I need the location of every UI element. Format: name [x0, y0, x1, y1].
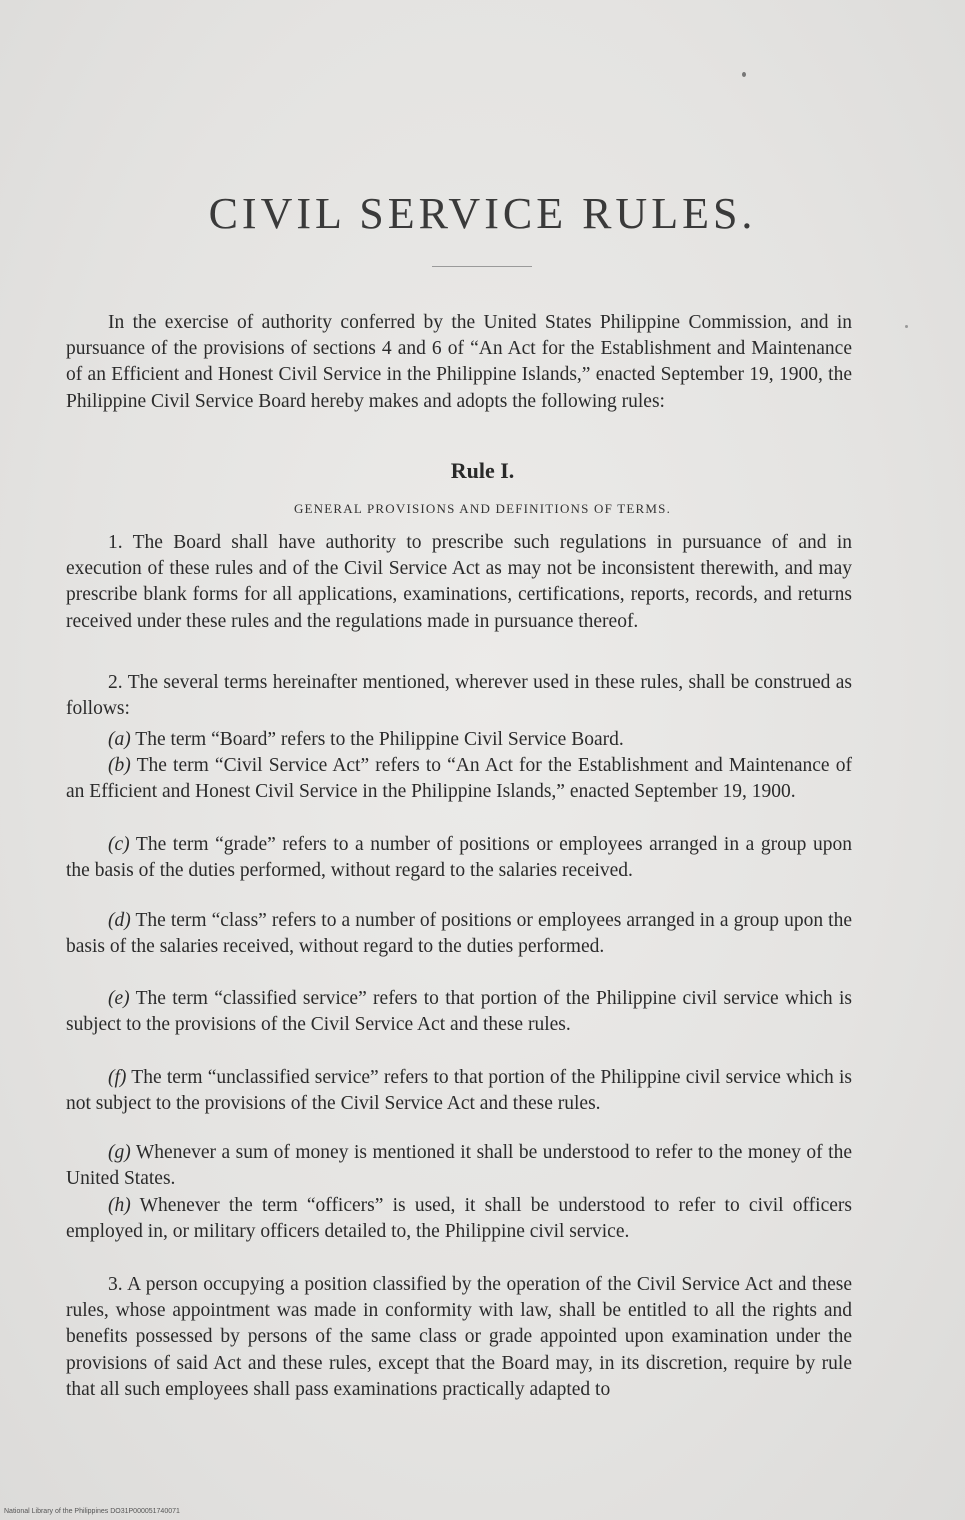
- definition-letter: (g): [108, 1142, 131, 1163]
- definition-text: The term “Board” refers to the Philippine Civil Service Board.: [135, 729, 624, 750]
- speck: [742, 72, 746, 77]
- definition-letter: (e): [108, 988, 130, 1009]
- definition-text: The term “grade” refers to a number of positions or employees arranged in a group upon the basis of the duties performed, without regard to the salaries received.: [66, 834, 852, 882]
- definition-letter: (b): [108, 755, 131, 776]
- definition-text: The term “Civil Service Act” refers to “An Act for the Establishment and Maintenance of an Efficient and Honest Civil Service in the Philippine Islands,” enacted September 19, 1900.: [66, 755, 852, 803]
- title-divider: [432, 266, 532, 267]
- section-number: 1.: [108, 532, 123, 553]
- section-3: [66, 1272, 852, 1403]
- speck: [905, 325, 908, 328]
- definition-d: [66, 908, 852, 960]
- definition-text: The term “class” refers to a number of positions or employees arranged in a group upon the basis of the salaries received, without regard to the duties performed.: [66, 910, 852, 958]
- definition-h: [66, 1193, 852, 1245]
- definition-letter: (c): [108, 834, 130, 855]
- section-1: [66, 530, 852, 635]
- section-number: 2.: [108, 672, 123, 693]
- definition-letter: (d): [108, 910, 131, 931]
- definition-f: [66, 1065, 852, 1117]
- section-2: [66, 670, 852, 722]
- intro-paragraph: In the exercise of authority conferred by the United States Philippine Commission, and in pursuance of the provisions of sections 4 and 6 of “An Act for the Establishment and Maintenance of an Efficient and Honest Civil Service in the Philippine Islands,” enacted September 19, 1900, the Philippine Civil Service Board hereby makes and adopts the following rules:: [66, 312, 852, 412]
- section-text: The Board shall have authority to prescribe such regulations in pursuance of and in execution of these rules and of the Civil Service Act as may not be inconsistent therewith, and may prescribe blank forms for all applications, examinations, certifications, reports, records, and returns received under these rules and the regulations made in pursuance thereof.: [66, 532, 852, 632]
- footer-attribution: National Library of the Philippines DO31P000051740071: [4, 1508, 180, 1515]
- definition-letter: (h): [108, 1195, 131, 1216]
- definition-e: [66, 986, 852, 1038]
- definition-letter: (f): [108, 1067, 127, 1088]
- page-title: CIVIL SERVICE RULES.: [208, 189, 757, 238]
- section-number: 3.: [108, 1274, 123, 1295]
- definition-text: The term “unclassified service” refers to that portion of the Philippine civil service which is not subject to the provisions of the Civil Service Act and these rules.: [66, 1067, 852, 1115]
- definition-c: [66, 832, 852, 884]
- definition-text: Whenever a sum of money is mentioned it shall be understood to refer to the money of the United States.: [66, 1142, 852, 1190]
- definition-text: Whenever the term “officers” is used, it shall be understood to refer to civil officers employed in, or military officers detailed to, the Philippine civil service.: [66, 1195, 852, 1243]
- definition-a: [66, 727, 852, 753]
- rule-heading: Rule I.: [450, 458, 515, 483]
- section-text: The several terms hereinafter mentioned, wherever used in these rules, shall be construed as follows:: [66, 672, 852, 720]
- rule-subheading: GENERAL PROVISIONS AND DEFINITIONS OF TERMS.: [293, 501, 672, 516]
- definition-g: [66, 1140, 852, 1192]
- definition-letter: (a): [108, 729, 131, 750]
- definition-b: [66, 753, 852, 805]
- definition-text: The term “classified service” refers to that portion of the Philippine civil service which is subject to the provisions of the Civil Service Act and these rules.: [66, 988, 852, 1036]
- section-text: A person occupying a position classified by the operation of the Civil Service Act and these rules, whose appointment was made in conformity with law, shall be entitled to all the rights and benefits possessed by persons of the same class or grade appointed upon examination under the provisions of said Act and these rules, except that the Board may, in its discretion, require by rule that all such employees shall pass examinations practically adapted to: [66, 1274, 852, 1400]
